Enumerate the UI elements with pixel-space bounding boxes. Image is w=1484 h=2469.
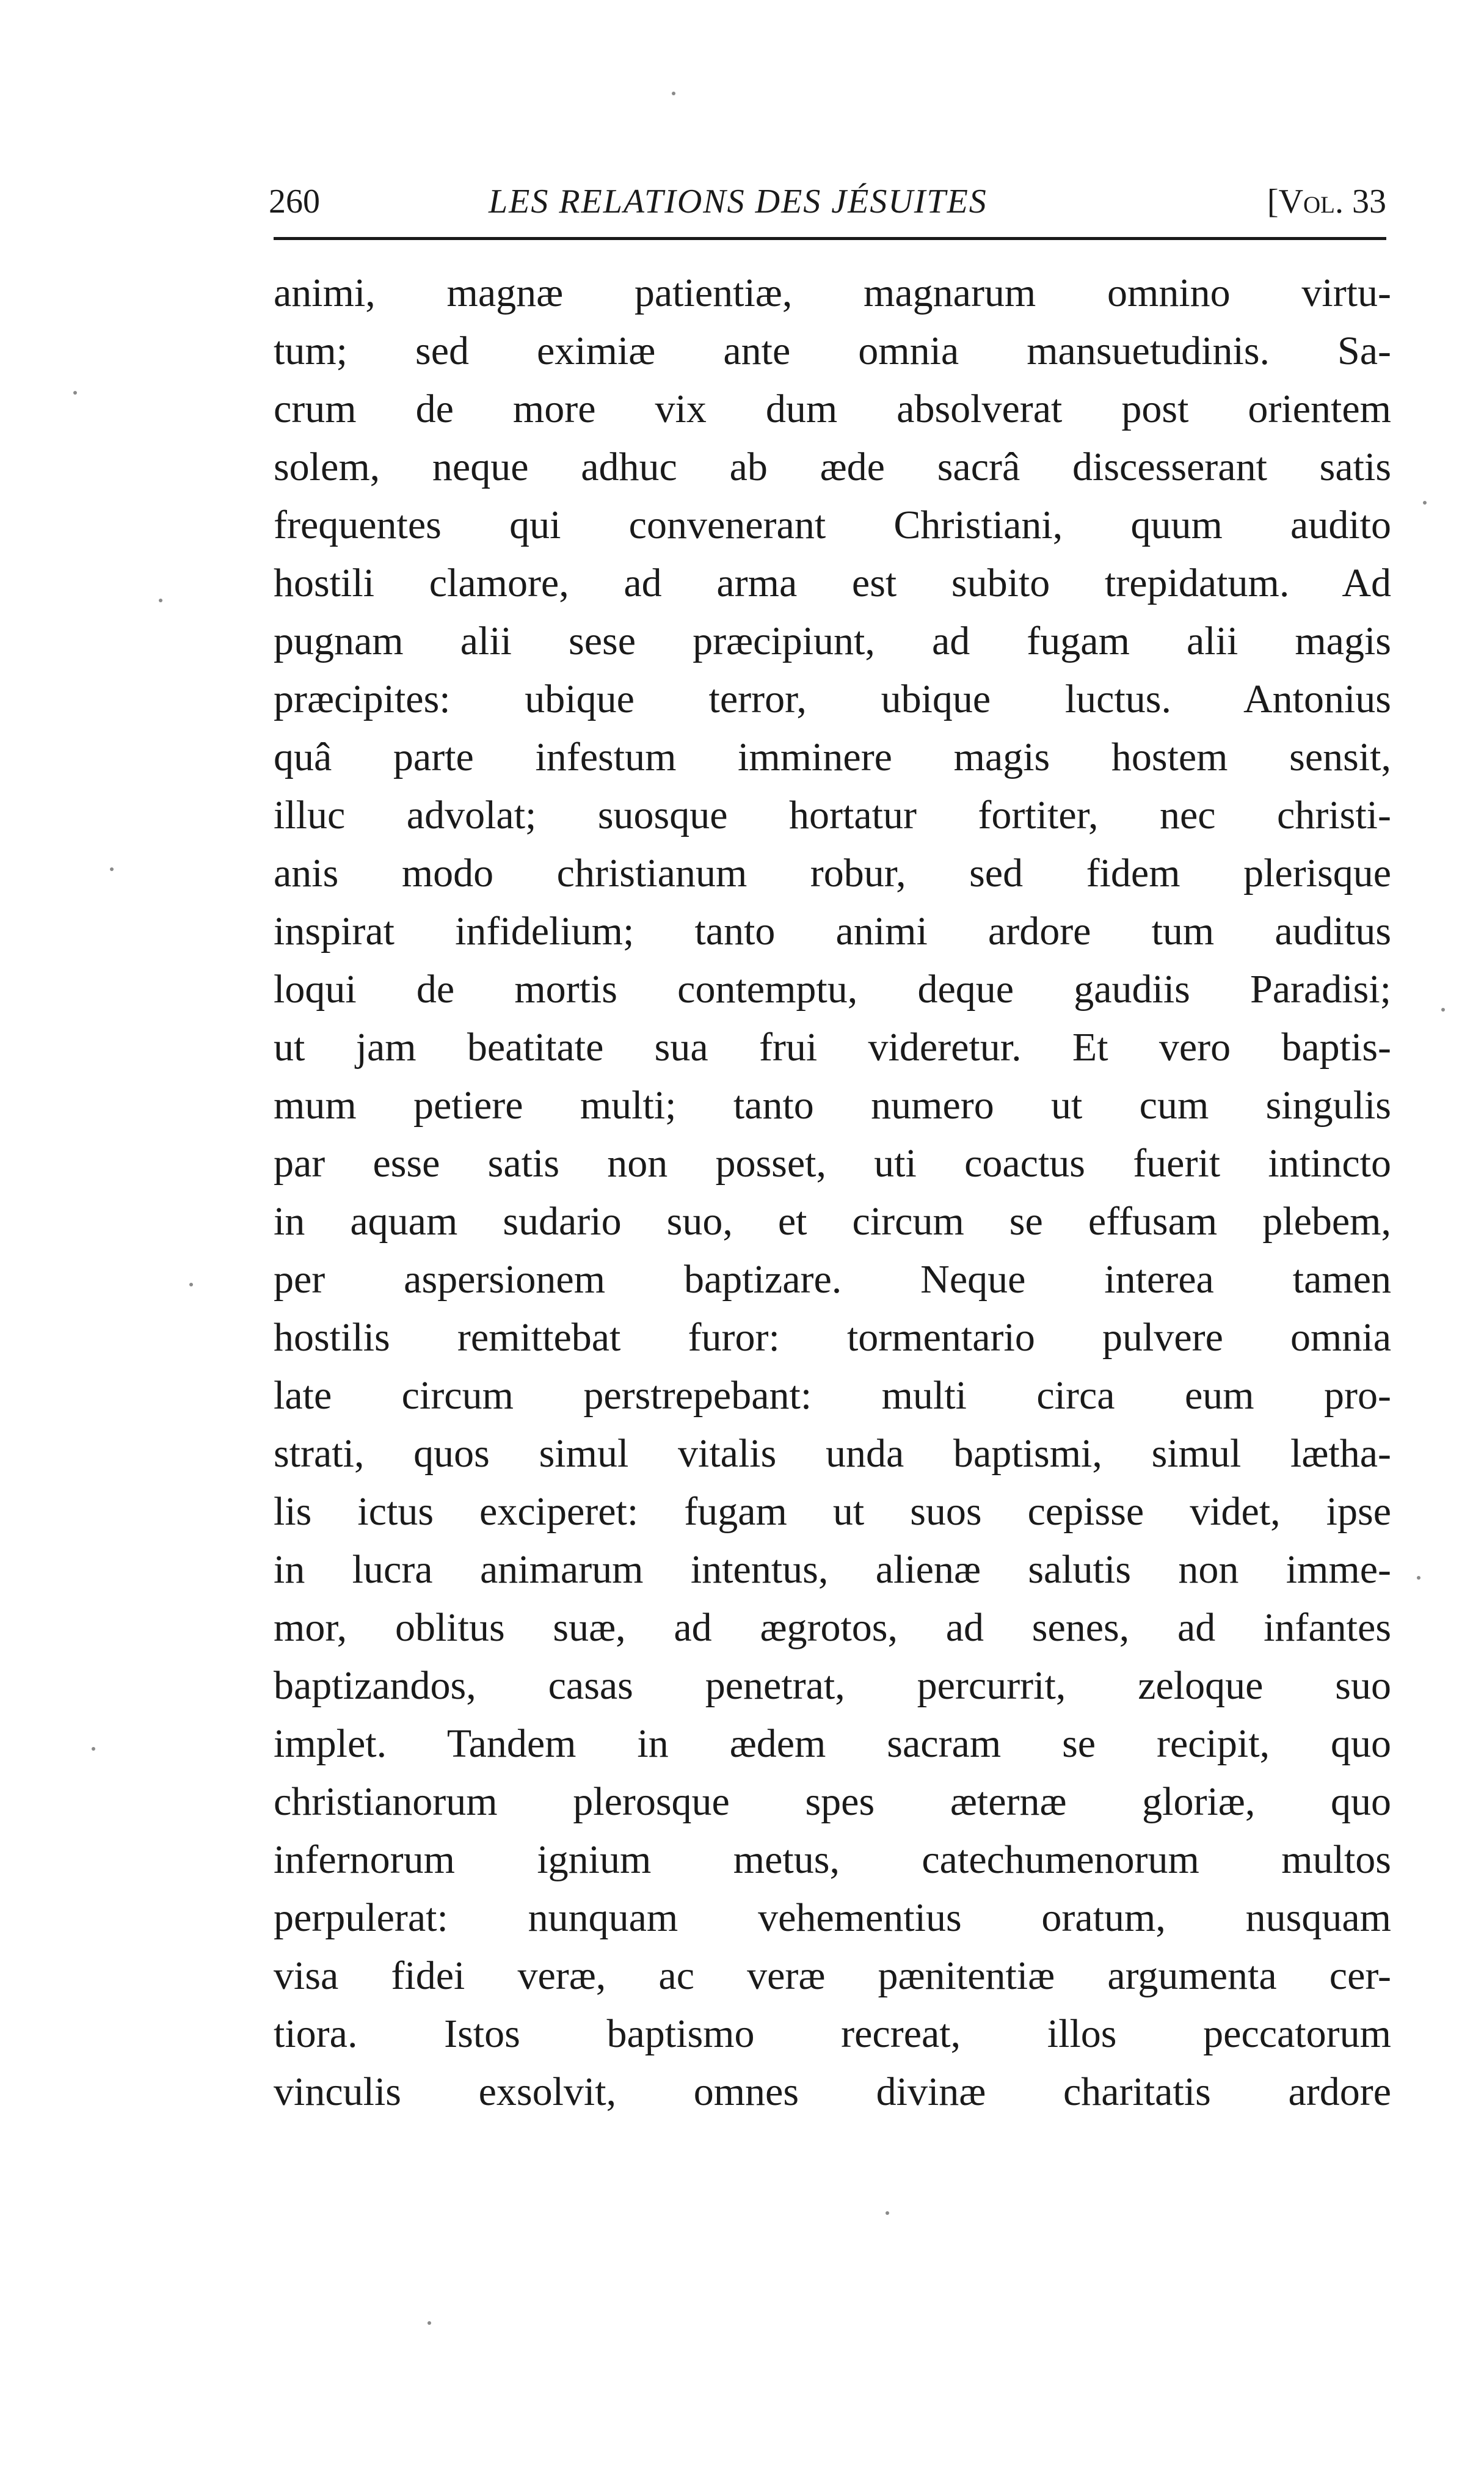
scan-speck xyxy=(92,1747,95,1751)
text-line: animi, magnæ patientiæ, magnarum omnino virtu- xyxy=(274,271,1391,315)
text-line: tum; sed eximiæ ante omnia mansuetudinis. Sa- xyxy=(274,329,1391,373)
text-line: frequentes qui convenerant Christiani, quum audito xyxy=(274,503,1391,547)
header-rule xyxy=(274,237,1386,240)
body-text xyxy=(274,264,1391,2121)
text-line: tiora. Istos baptismo recreat, illos peccatorum xyxy=(274,2011,1391,2056)
text-line: inspirat infidelium; tanto animi ardore tum auditus xyxy=(274,909,1391,954)
text-line: quâ parte infestum imminere magis hostem sensit, xyxy=(274,735,1391,779)
text-line: loqui de mortis contemptu, deque gaudiis Paradisi; xyxy=(274,967,1391,1012)
scan-speck xyxy=(1423,501,1427,505)
page-number: 260 xyxy=(269,183,320,221)
text-line: late circum perstrepebant: multi circa eum pro- xyxy=(274,1373,1391,1418)
text-line: hostili clamore, ad arma est subito trepidatum. Ad xyxy=(274,561,1391,605)
scan-speck xyxy=(427,2321,431,2325)
text-line: mor, oblitus suæ, ad ægrotos, ad senes, ad infantes xyxy=(274,1605,1391,1650)
text-line: illuc advolat; suosque hortatur fortiter, nec christi- xyxy=(274,793,1391,837)
text-line: infernorum ignium metus, catechumenorum multos xyxy=(274,1837,1391,1882)
scan-speck xyxy=(159,599,162,602)
text-line: in aquam sudario suo, et circum se effusam plebem, xyxy=(274,1199,1391,1244)
text-line: præcipites: ubique terror, ubique luctus. Antonius xyxy=(274,677,1391,721)
scan-speck xyxy=(189,1283,193,1286)
scan-speck xyxy=(672,92,675,95)
text-line: implet. Tandem in ædem sacram se recipit, quo xyxy=(274,1721,1391,1766)
running-head xyxy=(269,177,1386,226)
scan-speck xyxy=(110,867,114,871)
text-line: pugnam alii sese præcipiunt, ad fugam alii magis xyxy=(274,619,1391,663)
text-line: visa fidei veræ, ac veræ pænitentiæ argumenta cer- xyxy=(274,1953,1391,1998)
text-line: baptizandos, casas penetrat, percurrit, zeloque suo xyxy=(274,1663,1391,1708)
text-line: solem, neque adhuc ab æde sacrâ discesserant satis xyxy=(274,445,1391,489)
scan-speck xyxy=(1417,1576,1420,1580)
text-line: ut jam beatitate sua frui videretur. Et vero baptis- xyxy=(274,1025,1391,1070)
text-line: par esse satis non posset, uti coactus fuerit intincto xyxy=(274,1141,1391,1186)
text-line: perpulerat: nunquam vehementius oratum, nusquam xyxy=(274,1895,1391,1940)
text-line: hostilis remittebat furor: tormentario pulvere omnia xyxy=(274,1315,1391,1360)
scan-speck xyxy=(1441,1008,1445,1012)
text-line: lis ictus exciperet: fugam ut suos cepisse videt, ipse xyxy=(274,1489,1391,1534)
text-line: per aspersionem baptizare. Neque interea tamen xyxy=(274,1257,1391,1302)
running-title: LES RELATIONS DES JÉSUITES xyxy=(489,183,988,221)
text-line: christianorum plerosque spes æternæ gloriæ, quo xyxy=(274,1779,1391,1824)
text-line: in lucra animarum intentus, alienæ salutis non imme- xyxy=(274,1547,1391,1592)
text-line: vinculis exsolvit, omnes divinæ charitatis ardore xyxy=(274,2070,1391,2114)
text-line: strati, quos simul vitalis unda baptismi, simul lætha- xyxy=(274,1431,1391,1476)
text-line: anis modo christianum robur, sed fidem plerisque xyxy=(274,851,1391,895)
text-line: mum petiere multi; tanto numero ut cum singulis xyxy=(274,1083,1391,1128)
scan-speck xyxy=(73,391,77,395)
scan-speck xyxy=(886,2211,889,2215)
text-line: crum de more vix dum absolverat post orientem xyxy=(274,387,1391,431)
volume-reference: [Vol. 33 xyxy=(1267,183,1386,221)
